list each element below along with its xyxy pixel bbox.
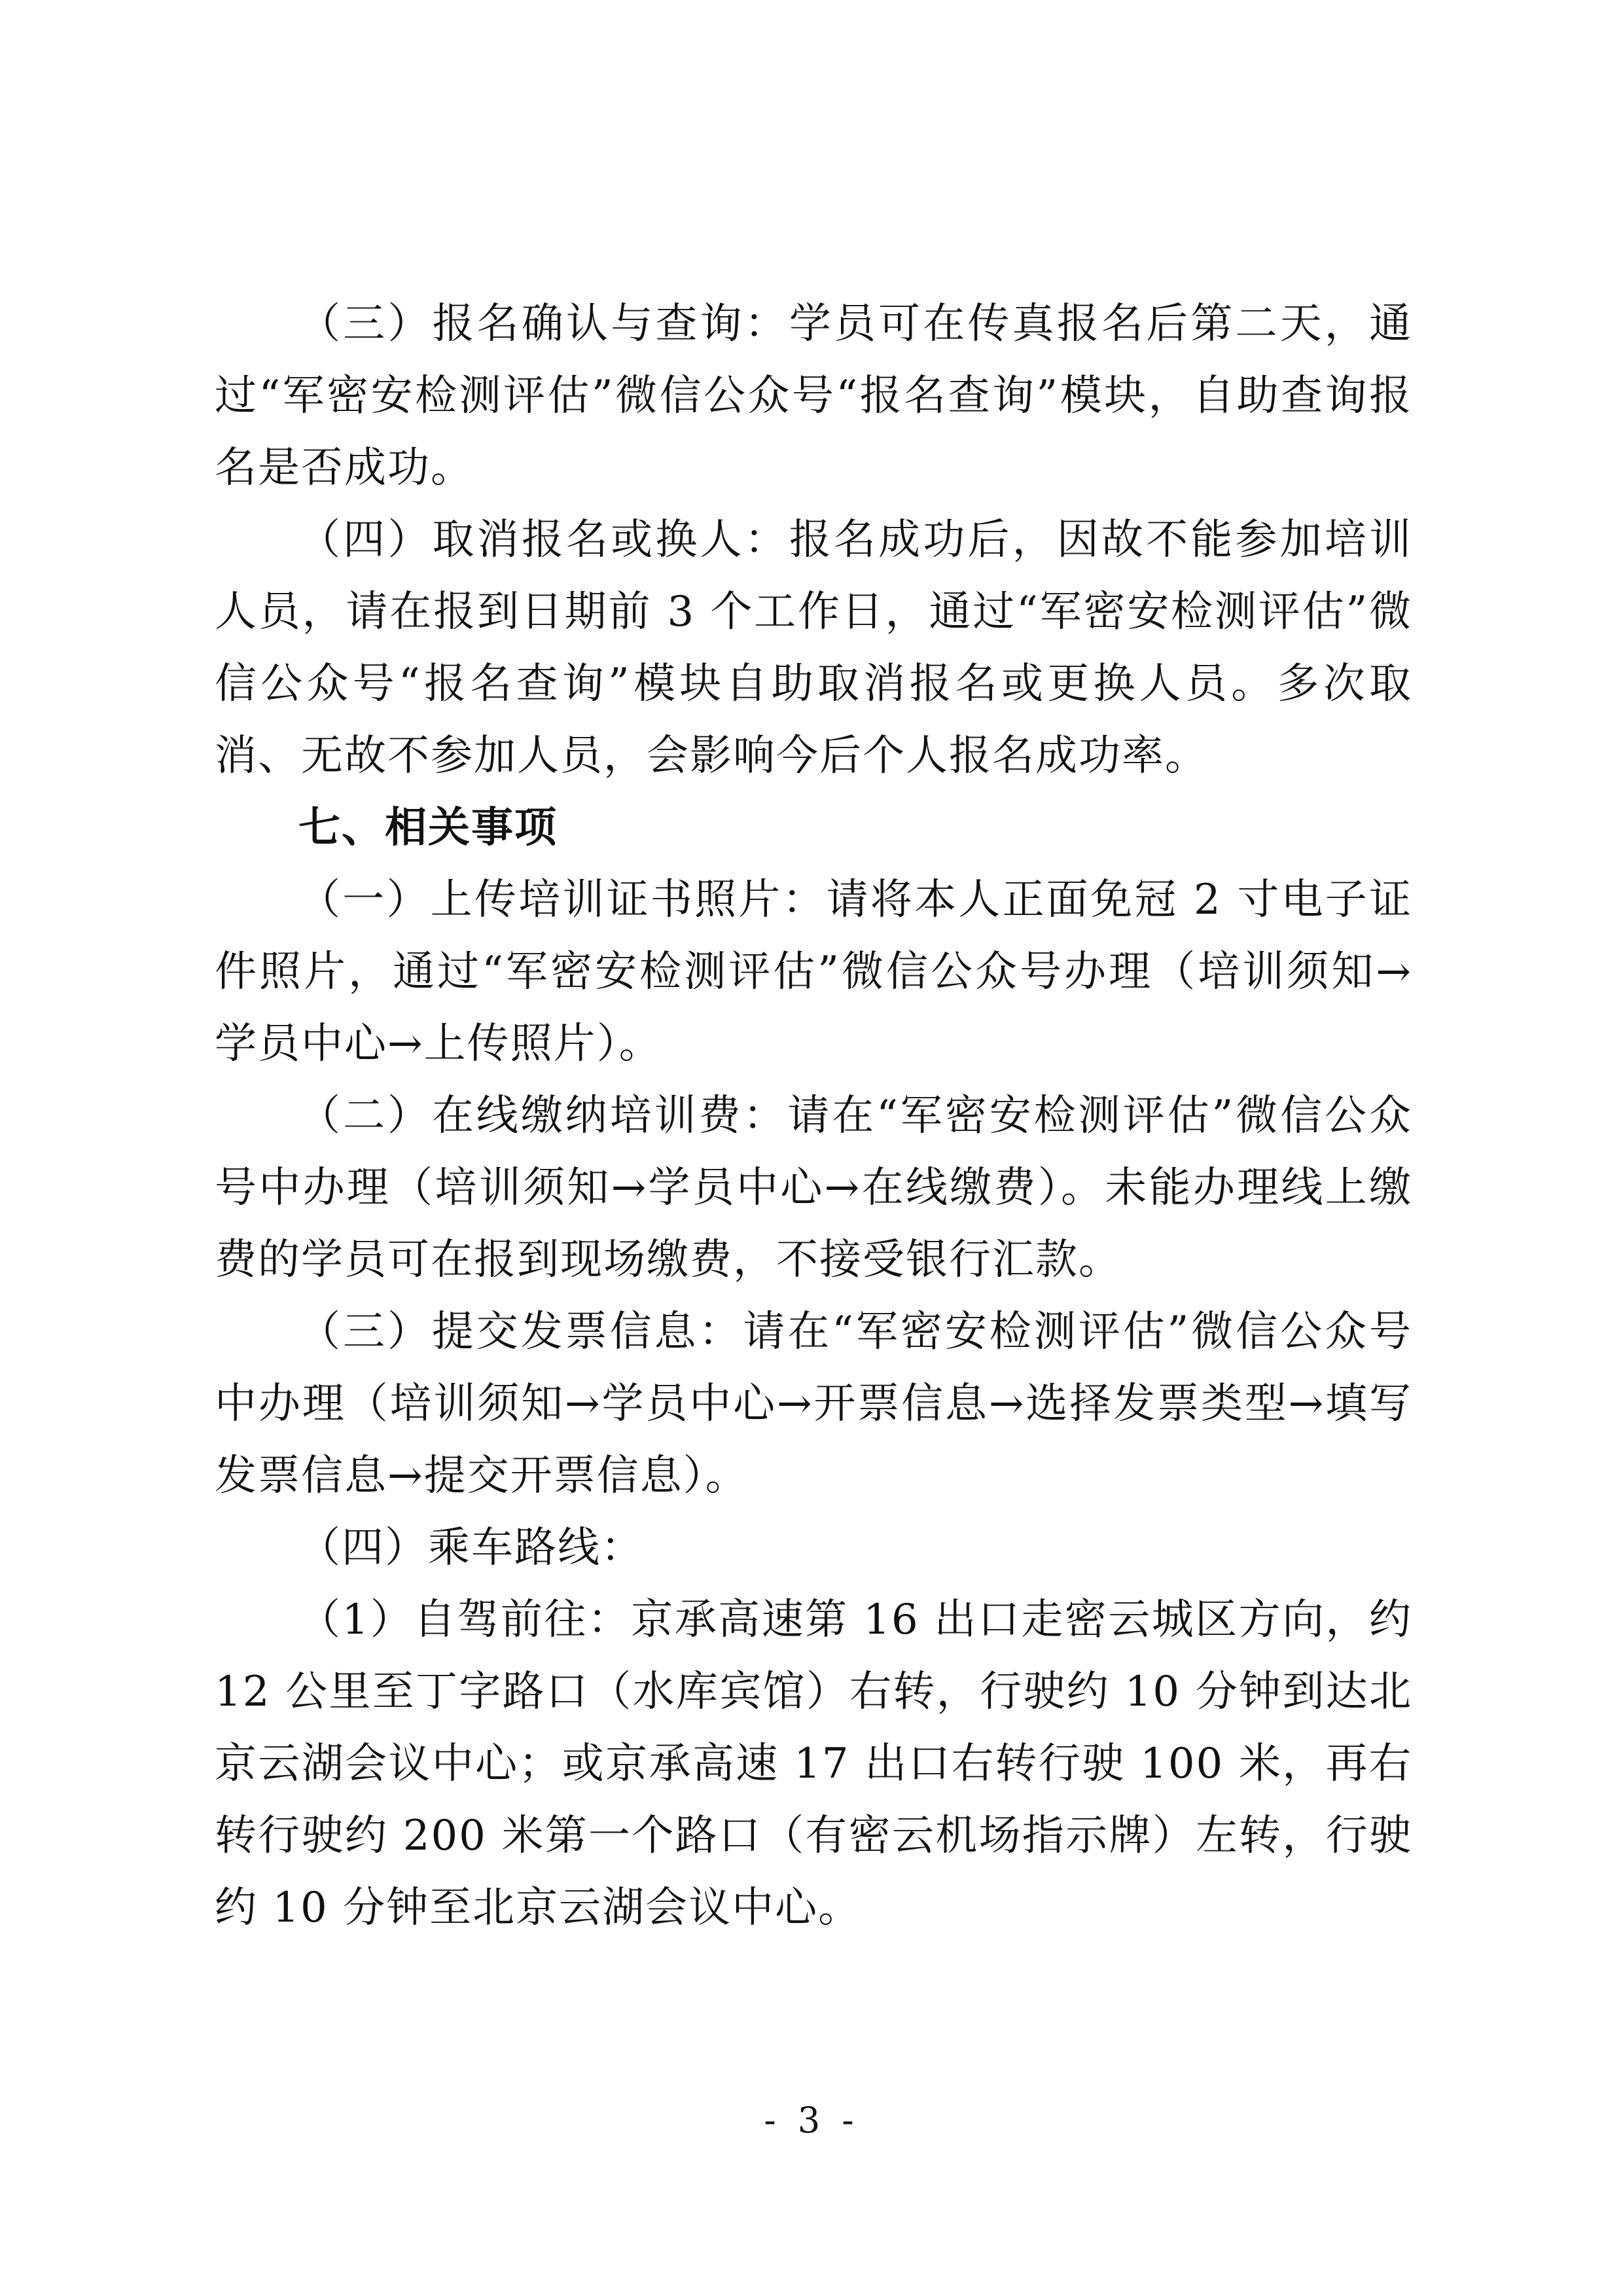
item-transport-route: （四）乘车路线： <box>298 1524 644 1572</box>
document-body <box>215 288 1412 1944</box>
paragraph-registration-confirmation: （三）报名确认与查询：学员可在传真报名后第二天，通过“军密安检测评估”微信公众号“报名查询”模块，自助查询报名是否成功。 <box>215 300 1412 492</box>
page-number: - 3 - <box>764 2100 859 2141</box>
item-upload-photo: （一）上传培训证书照片：请将本人正面免冠 2 寸电子证件照片，通过“军密安检测评估”微信公众号办理（培训须知→学员中心→上传照片）。 <box>215 876 1412 1068</box>
section-heading: 七、相关事项 <box>298 804 558 852</box>
item-self-drive: （1）自驾前往：京承高速第 16 出口走密云城区方向，约 12 公里至丁字路口（水库宾馆）右转，行驶约 10 分钟到达北京云湖会议中心；或京承高速 17 出口右转行驶 100 米，再右转行驶约 200 米第一个路口（有密云机场指示牌）左转，行驶约 10 分钟至北京云湖会议中心。 <box>215 1596 1412 1932</box>
item-invoice-info: （三）提交发票信息：请在“军密安检测评估”微信公众号中办理（培训须知→学员中心→开票信息→选择发票类型→填写发票信息→提交开票信息）。 <box>215 1308 1412 1500</box>
item-online-payment: （二）在线缴纳培训费：请在“军密安检测评估”微信公众号中办理（培训须知→学员中心→在线缴费）。未能办理线上缴费的学员可在报到现场缴费，不接受银行汇款。 <box>215 1092 1412 1284</box>
paragraph-cancel-registration: （四）取消报名或换人：报名成功后，因故不能参加培训人员，请在报到日期前 3 个工作日，通过“军密安检测评估”微信公众号“报名查询”模块自助取消报名或更换人员。多次取消、无故不参加人员，会影响今后个人报名成功率。 <box>215 516 1412 780</box>
